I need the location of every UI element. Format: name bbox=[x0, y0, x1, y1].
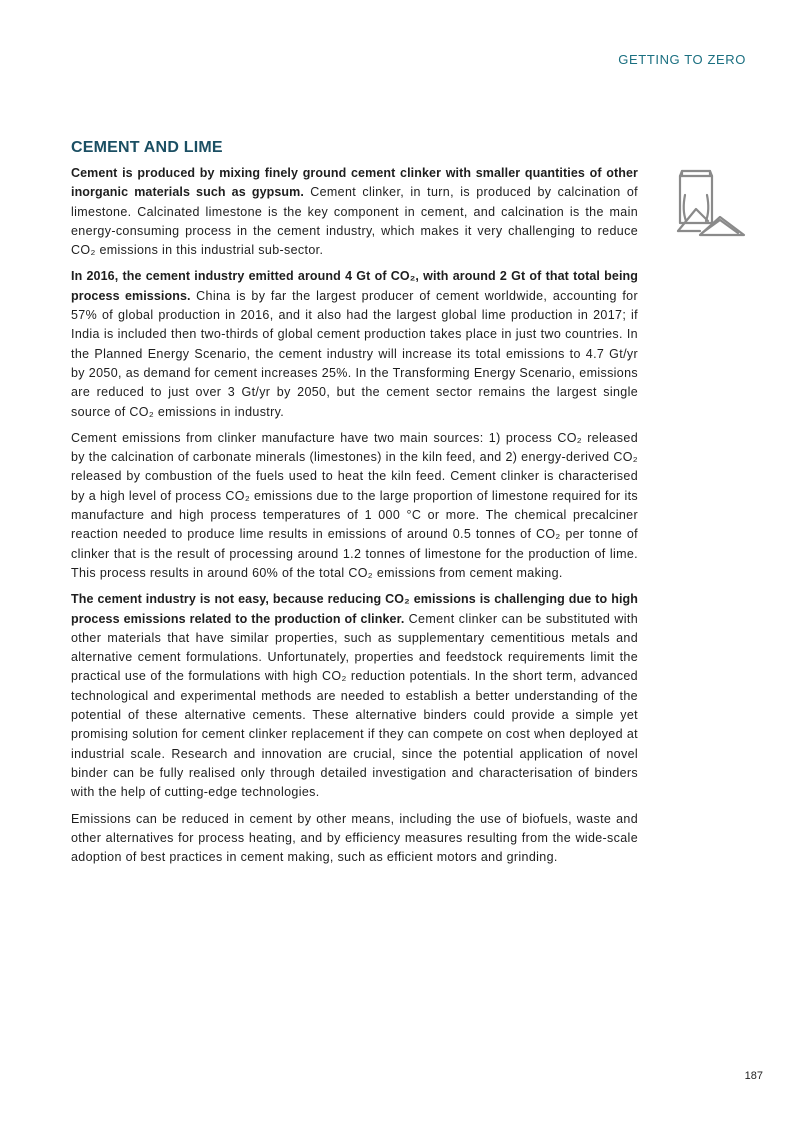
paragraph-text: Cement clinker, in turn, is produced by calcination of limestone. Calcinated limestone is the key component in cement, and calcination is the main energy-consuming process in the cement industry, which makes it very challenging to reduce CO₂ emissions in this industrial sub-sector. bbox=[71, 185, 638, 258]
running-header: GETTING TO ZERO bbox=[618, 52, 746, 67]
paragraph-4 bbox=[71, 590, 638, 802]
paragraph-lead: Cement is produced by mixing finely ground cement clinker with smaller quantities of other inorganic materials such as gypsum. bbox=[71, 166, 638, 200]
paragraph-text: Cement clinker can be substituted with other materials that have similar properties, such as supplementary cementitious metals and alternative cement formulations. Unfortunately, properties and feedstock requirements limit the practical use of the formulations with high CO₂ reduction potentials. In the short term, advanced technological and experimental methods are needed to establish a better understanding of the potential of these alternative cements. These alternative binders could provide a simple yet promising solution for cement clinker replacement if they can compete on cost when deployed at industrial scale. Research and innovation are crucial, since the potential application of novel binder can be fully realised only through detailed investigation and characterisation of binders with the help of cutting-edge technologies. bbox=[71, 611, 638, 800]
paragraph-3 bbox=[71, 429, 638, 583]
cement-bag-icon bbox=[672, 165, 746, 239]
paragraph-2 bbox=[71, 267, 638, 421]
paragraph-5 bbox=[71, 810, 638, 868]
section-title: CEMENT AND LIME bbox=[71, 139, 223, 156]
paragraph-lead: The cement industry is not easy, because reducing CO₂ emissions is challenging due to high process emissions related to the production of clinker. bbox=[71, 592, 638, 626]
paragraph-text: Emissions can be reduced in cement by other means, including the use of biofuels, waste and other alternatives for process heating, and by efficiency measures resulting from the wide-scale adoption of best practices in cement making, such as efficient motors and grinding. bbox=[71, 811, 638, 865]
body-text bbox=[71, 164, 638, 874]
paragraph-lead: In 2016, the cement industry emitted around 4 Gt of CO₂, with around 2 Gt of that total being process emissions. bbox=[71, 269, 638, 303]
paragraph-text: China is by far the largest producer of cement worldwide, accounting for 57% of global production in 2016, and it also had the largest global lime production in 2017; if India is included then two-thirds of global cement production takes place in just two countries. In the Planned Energy Scenario, the cement industry will increase its total emissions to 4.7 Gt/yr by 2050, as demand for cement increases 25%. In the Transforming Energy Scenario, emissions are reduced to just over 3 Gt/yr by 2050, but the cement sector remains the largest single source of CO₂ emissions in industry. bbox=[71, 288, 638, 419]
paragraph-text: Cement emissions from clinker manufacture have two main sources: 1) process CO₂ released by the calcination of carbonate minerals (limestones) in the kiln feed, and 2) energy-derived CO₂ released by combustion of the fuels used to heat the kiln feed. Cement clinker is characterised by a high level of process CO₂ emissions due to the large proportion of limestone required for its manufacture and high process temperatures of 1 000 °C or more. The chemical precalciner reaction needed to produce lime results in emissions of around 0.5 tonnes of CO₂ per tonne of clinker that is the result of processing around 1.2 tonnes of limestone for the production of lime. This process results in around 60% of the total CO₂ emissions from cement making. bbox=[71, 430, 638, 580]
page-number: 187 bbox=[744, 1070, 763, 1082]
paragraph-1 bbox=[71, 164, 638, 260]
